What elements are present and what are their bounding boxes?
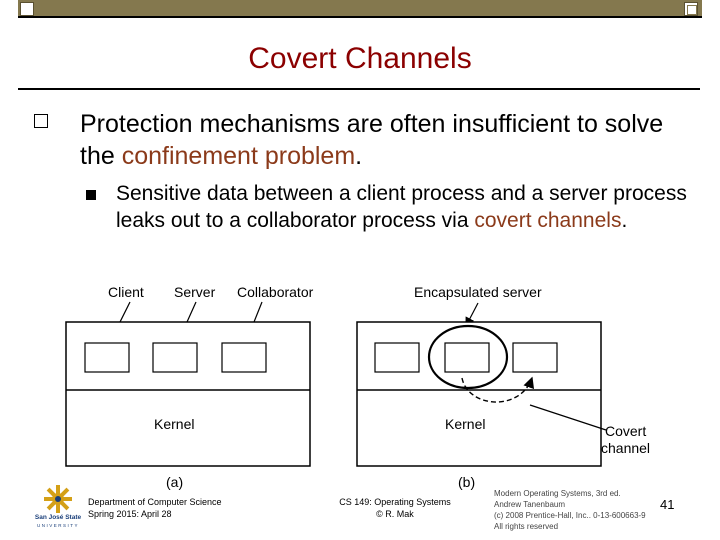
footer-ref-line2: Andrew Tanenbaum <box>494 500 566 509</box>
footer-department <box>88 496 222 520</box>
kernel-label-a: Kernel <box>154 416 195 432</box>
hollow-square-bullet-icon <box>34 114 48 128</box>
server-process-box <box>153 343 197 372</box>
bullet-2-text <box>116 180 706 234</box>
corner-square-right <box>684 2 698 16</box>
figure-a <box>66 284 314 490</box>
footer-ref-line3: (c) 2008 Prentice-Hall, Inc.. 0-13-600663-9 <box>494 511 646 520</box>
bullet-2-part1: Sensitive data between a client process and a server process leaks out to a collaborator process via <box>116 182 687 232</box>
collaborator-process-box-b <box>513 343 557 372</box>
server-process-box-b <box>445 343 489 372</box>
kernel-label-b: Kernel <box>445 416 486 432</box>
label-collaborator: Collaborator <box>237 284 314 300</box>
label-server: Server <box>174 284 216 300</box>
title-divider <box>18 88 700 90</box>
slide-title: Covert Channels <box>248 42 472 75</box>
covert-channel-figure <box>0 270 720 490</box>
client-process-box-b <box>375 343 419 372</box>
footer-ref-line4: All rights reserved <box>494 522 559 531</box>
page-number: 41 <box>660 497 675 512</box>
bullet-1-text <box>80 108 700 172</box>
client-process-box <box>85 343 129 372</box>
label-encapsulated-server: Encapsulated server <box>414 284 542 300</box>
caption-b: (b) <box>458 474 476 490</box>
bullet-1-highlight: confinement problem <box>121 142 356 170</box>
covert-label-line2: channel <box>601 440 651 456</box>
bullet-1-part2: . <box>355 142 363 170</box>
label-client: Client <box>108 284 144 300</box>
footer-ref-line1: Modern Operating Systems, 3rd ed. <box>494 489 621 498</box>
footer-dept-line1: Department of Computer Science <box>88 497 222 507</box>
filled-square-bullet-icon <box>86 190 96 200</box>
footer-course <box>320 496 470 520</box>
covert-label-line1: Covert <box>605 423 647 439</box>
footer-dept-line2: Spring 2015: April 28 <box>88 509 172 519</box>
bullet-2-part2: . <box>621 209 628 232</box>
logo-line2: UNIVERSITY <box>36 523 79 528</box>
footer-reference <box>494 488 664 532</box>
top-decor-bar <box>18 0 702 18</box>
figure-b <box>357 284 650 490</box>
collaborator-process-box <box>222 343 266 372</box>
footer-course-line2: © R. Mak <box>376 509 414 519</box>
bullet-2-highlight: covert channels <box>474 209 622 232</box>
caption-a: (a) <box>166 474 184 490</box>
corner-square-left <box>20 2 34 16</box>
sjsu-seal-icon <box>30 484 86 514</box>
footer-course-line1: CS 149: Operating Systems <box>339 497 451 507</box>
logo-line1: San José State <box>34 514 82 521</box>
sjsu-logo <box>30 484 86 534</box>
bullet-1-part1: Protection mechanisms are often insufficient to solve the <box>80 110 664 170</box>
